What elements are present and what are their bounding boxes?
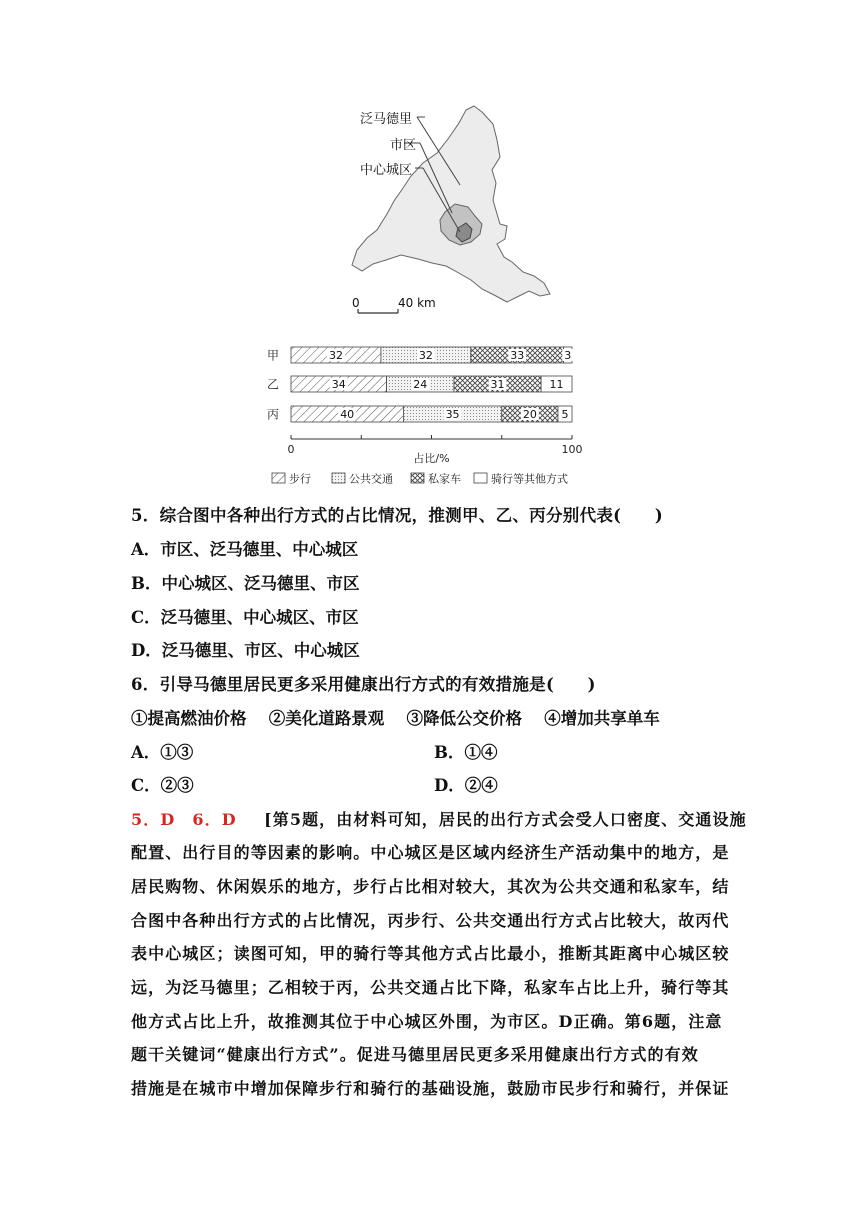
- q6-option-d: D．②④: [434, 776, 498, 795]
- greater-madrid-area: [352, 106, 550, 302]
- data-label: 20: [522, 408, 537, 421]
- data-label: 11: [549, 378, 564, 391]
- answer-line-5: 表中心城区；读图可知，甲的骑行等其他方式占比最小，推断其距离中心城区较: [131, 944, 730, 963]
- question-6-stem: 6．引导马德里居民更多采用健康出行方式的有效措施是( ): [131, 675, 596, 694]
- q6-option-b: B．①④: [434, 743, 498, 762]
- answer-text-1: [第5题，由材料可知，居民的出行方式会受人口密度、交通设施: [264, 810, 747, 829]
- travel-mode-chart: [260, 338, 600, 490]
- answer-line-9: 措施是在城市中增加保障步行和骑行的基础设施，鼓励市民步行和骑行，并保证: [131, 1079, 730, 1098]
- q5-option-a: A．市区、泛马德里、中心城区: [131, 540, 359, 559]
- data-label: 40: [340, 408, 355, 421]
- legend-swatch: [272, 473, 285, 483]
- x-tick-label: 100: [561, 443, 583, 456]
- category-label: 乙: [266, 377, 280, 392]
- answer-key: 5．D 6．D: [131, 810, 237, 829]
- q5-option-b: B．中心城区、泛马德里、市区: [131, 574, 360, 593]
- data-label: 32: [328, 349, 343, 362]
- answer-line-8: 题干关键词“健康出行方式”。促进马德里居民更多采用健康出行方式的有效: [131, 1045, 699, 1064]
- legend-label: 公共交通: [349, 472, 393, 486]
- data-label: 5: [561, 408, 569, 421]
- answer-line-2: 配置、出行目的等因素的影响。中心城区是区域内经济生产活动集中的地方，是: [131, 843, 730, 862]
- q5-option-c: C．泛马德里、中心城区、市区: [131, 608, 359, 627]
- data-label: 32: [418, 349, 433, 362]
- map-label-central-city: 中心城区: [360, 163, 413, 178]
- region-map: [340, 100, 570, 320]
- q6-option-a: A．①③: [131, 743, 194, 762]
- answer-line-1: [131, 807, 747, 830]
- data-label: 33: [510, 349, 525, 362]
- q5-option-d: D．泛马德里、市区、中心城区: [131, 641, 360, 660]
- legend-swatch: [332, 473, 345, 483]
- question-5-stem: 5．综合图中各种出行方式的占比情况，推测甲、乙、丙分别代表( ): [131, 506, 663, 525]
- x-tick-label: 0: [287, 443, 295, 456]
- data-label: 35: [445, 408, 460, 421]
- scale-start-label: 0: [352, 296, 360, 310]
- answer-line-7: 他方式占比上升，故推测其位于中心城区外围，为市区。D正确。第6题，注意: [131, 1012, 723, 1031]
- q6-option-c: C．②③: [131, 776, 194, 795]
- q6-items: ①提高燃油价格 ②美化道路景观 ③降低公交价格 ④增加共享单车: [131, 709, 660, 728]
- map-label-greater-madrid: 泛马德里: [360, 112, 413, 127]
- legend-swatch: [474, 473, 487, 483]
- map-label-city: 市区: [390, 138, 417, 153]
- category-label: 丙: [266, 407, 280, 422]
- legend-label: 骑行等其他方式: [491, 472, 568, 486]
- data-label: 3: [564, 349, 572, 362]
- answer-line-6: 远，为泛马德里；乙相较于丙，公共交通占比下降，私家车占比上升，骑行等其: [131, 978, 730, 997]
- x-axis-title: 占比/%: [413, 452, 450, 465]
- answer-line-3: 居民购物、休闲娱乐的地方，步行占比相对较大，其次为公共交通和私家车，结: [131, 877, 730, 896]
- scale-end-label: 40 km: [398, 296, 436, 310]
- legend-label: 私家车: [428, 472, 461, 486]
- data-label: 31: [490, 378, 505, 391]
- category-label: 甲: [266, 348, 280, 363]
- answer-line-4: 合图中各种出行方式的占比情况，丙步行、公共交通出行方式占比较大，故丙代: [131, 911, 730, 930]
- data-label: 34: [331, 378, 346, 391]
- legend-label: 步行: [289, 472, 311, 486]
- legend-swatch: [411, 473, 424, 483]
- data-label: 24: [413, 378, 428, 391]
